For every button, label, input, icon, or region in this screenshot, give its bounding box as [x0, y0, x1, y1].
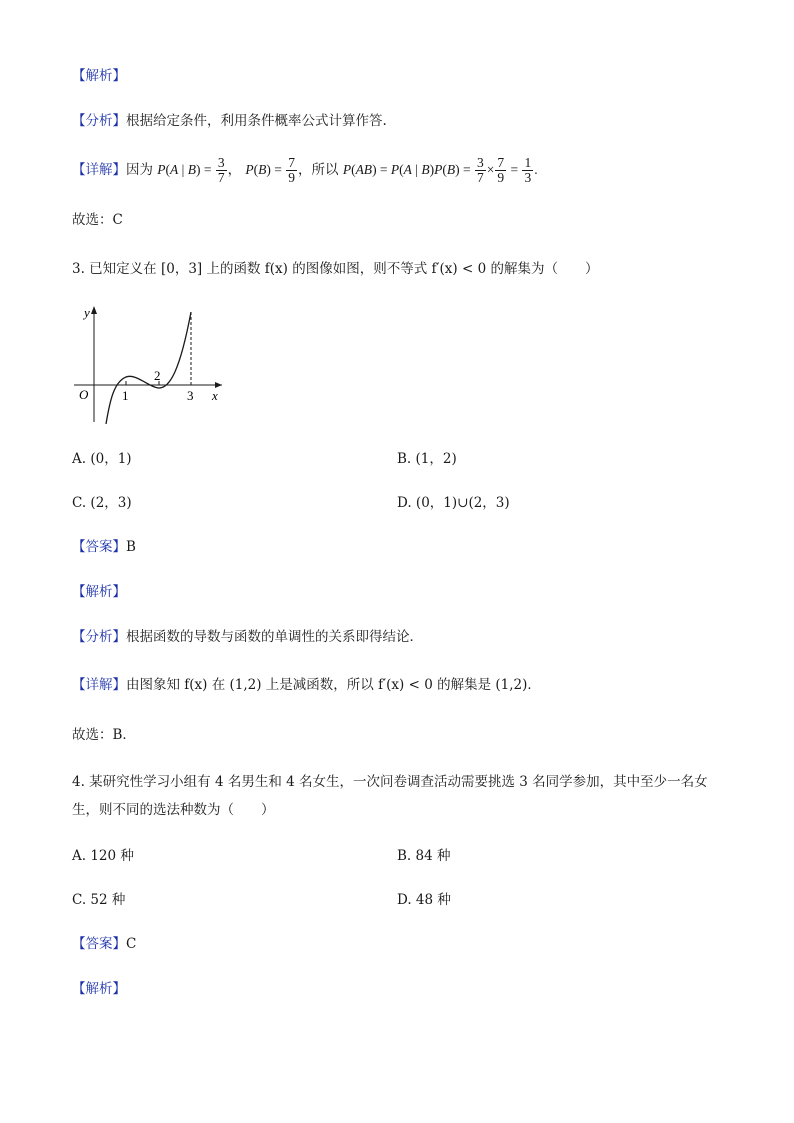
q3-option-b: B. (1，2)	[397, 451, 457, 467]
q3-option-a: A. (0，1)	[72, 451, 132, 467]
y-label: y	[84, 305, 90, 320]
q3-answer-line	[72, 537, 136, 557]
q3-option-c: C. (2，3)	[72, 495, 132, 511]
q3-answer-tag: 【答案】	[72, 539, 126, 555]
analysis-text: 根据给定条件，利用条件概率公式计算作答.	[126, 113, 387, 129]
detail-mid: 所以	[311, 162, 339, 178]
analysis-line	[72, 111, 387, 131]
q3-stem: 3. 已知定义在 [0，3] 上的函数 f(x) 的图像如图，则不等式 f′(x) < 0 的解集为（ ）	[72, 261, 599, 277]
formula-conditional: P(A | B) = $\frac{3}{7}$	[157, 155, 225, 186]
q4-option-d: D. 48 种	[397, 892, 451, 908]
tick-label-2: 2	[154, 368, 161, 383]
detail-tag: 【详解】	[72, 162, 126, 178]
choice-line: 故选：C	[72, 212, 123, 228]
q3-detail-line	[72, 675, 541, 695]
q4-stem-line1: 4. 某研究性学习小组有 4 名男生和 4 名女生，一次问卷调查活动需要挑选 3 名同学参加，其中至少一名女	[72, 774, 708, 790]
q3-detail-text: 由图象知 f(x) 在 (1,2) 上是减函数，所以 f′(x) < 0 的解集是 (1,2)．	[126, 677, 541, 693]
origin-label: O	[79, 387, 89, 402]
function-curve	[106, 312, 191, 424]
y-axis-arrow	[91, 306, 97, 314]
q4-answer-line	[72, 934, 136, 954]
q4-stem-line2: 生，则不同的选法种数为（ ）	[72, 802, 275, 818]
q3-analysis-heading: 【解析】	[72, 584, 126, 600]
q3-analysis-text: 根据函数的导数与函数的单调性的关系即得结论．	[126, 629, 423, 645]
q3-analysis-tag: 【分析】	[72, 629, 126, 645]
analysis-heading: 【解析】	[72, 68, 126, 84]
q4-answer-tag: 【答案】	[72, 936, 126, 952]
function-graph	[70, 300, 230, 430]
q4-analysis-heading: 【解析】	[72, 981, 126, 997]
q3-answer: B	[126, 539, 136, 555]
detail-line: 【详解】因为 P(A | B) = $\frac{3}{7}$ ， P(B) = $\frac{7}{9}$ ，所以 P(AB) = P(A | B)P(B) = $\frac{3}{7}$ × $\frac{7}{9}$ = $\frac{1}{3}$ .	[72, 155, 538, 186]
tick-label-1: 1	[122, 388, 129, 403]
q3-detail-tag: 【详解】	[72, 677, 126, 693]
formula-pb: P(B) = $\frac{7}{9}$	[245, 155, 296, 186]
analysis-tag: 【分析】	[72, 113, 126, 129]
x-label: x	[212, 388, 218, 403]
q4-option-a: A. 120 种	[72, 848, 134, 864]
tick-label-3: 3	[187, 388, 194, 403]
q3-choice-line: 故选：B．	[72, 727, 136, 743]
q3-option-d: D. (0，1)∪(2，3)	[397, 495, 510, 511]
q4-option-c: C. 52 种	[72, 892, 126, 908]
q4-option-b: B. 84 种	[397, 848, 451, 864]
q4-answer: C	[126, 936, 137, 952]
formula-pab: P(AB) = P(A | B)P(B) = $\frac{3}{7}$ × $\frac{7}{9}$ = $\frac{1}{3}$ .	[342, 155, 538, 186]
detail-pre: 因为	[126, 162, 153, 178]
q3-analysis-line	[72, 627, 423, 647]
